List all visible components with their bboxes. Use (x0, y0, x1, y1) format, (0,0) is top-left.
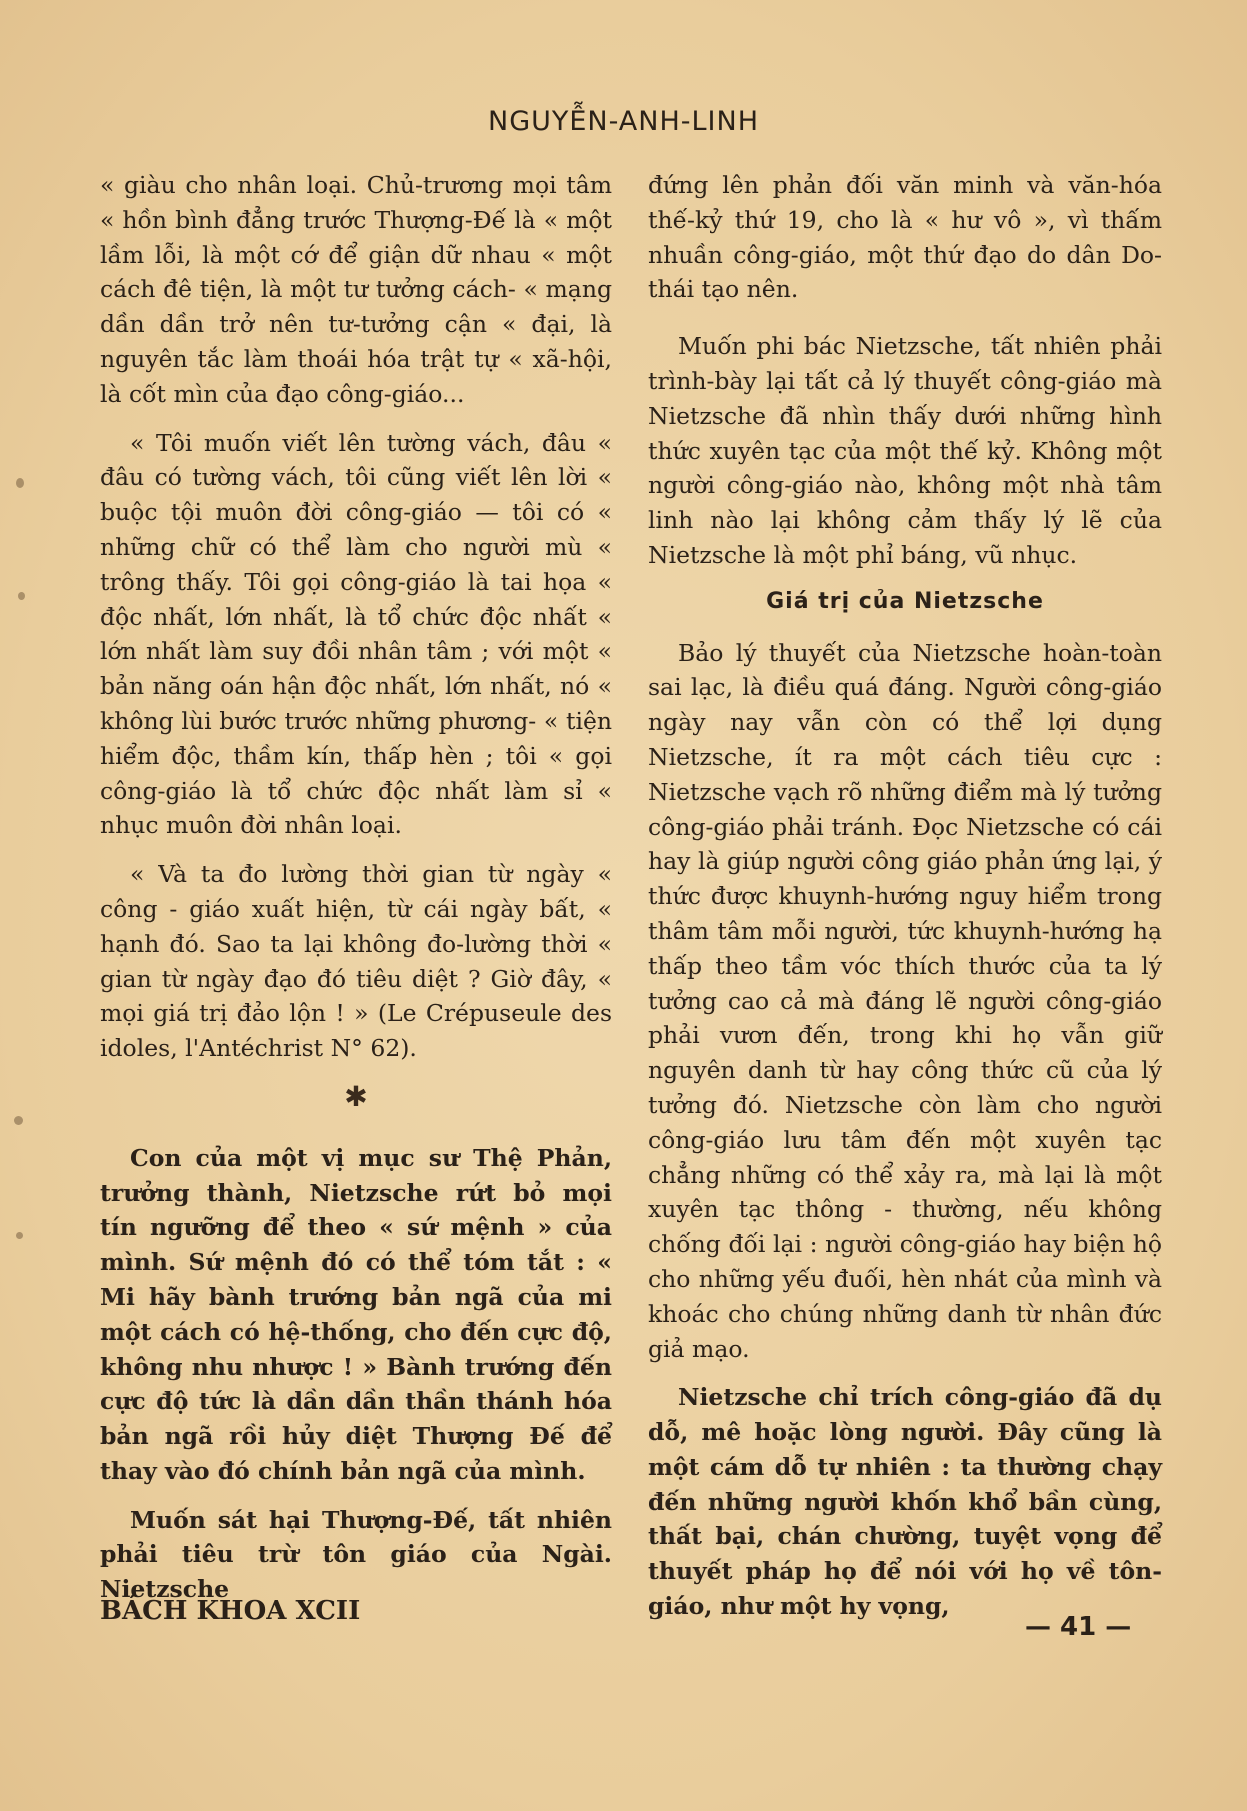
left-paragraph-5: Muốn sát hại Thượng-Đế, tất nhiên phải tiêu trừ tôn giáo của Ngài. Nietzsche (100, 1505, 612, 1604)
right-paragraph-2: Muốn phi bác Nietzsche, tất nhiên phải trình-bày lại tất cả lý thuyết công-giáo mà Nietzsche đã nhìn thấy dưới những hình thức xuyên tạc của một thế kỷ. Không một người công-giáo nào, không một nhà tâm linh nào lại không cảm thấy lý lẽ của Nietzsche là một phỉ báng, vũ nhục. (648, 332, 1162, 569)
section-heading: Giá trị của Nietzsche (766, 588, 1044, 614)
margin-speck (16, 1232, 23, 1239)
margin-speck (18, 592, 25, 600)
running-head: NGUYỄN-ANH-LINH (488, 106, 759, 137)
left-paragraph-1: « giàu cho nhân loại. Chủ-trương mọi tâm « hồn bình đẳng trước Thượng-Đế là « một lầm lỗi, là một cớ để giận dữ nhau « một cách đê tiện, là một tư tưởng cách- « mạng dần dần trở nên tư-tưởng cận « đại, là nguyên tắc làm thoái hóa trật tự « xã-hội, là cốt mìn của đạo công-giáo... (100, 171, 612, 408)
left-paragraph-3: « Và ta đo lường thời gian từ ngày « công - giáo xuất hiện, từ cái ngày bất, « hạnh đó. Sao ta lại không đo-lường thời « gian từ ngày đạo đó tiêu diệt ? Giờ đây, « mọi giá trị đảo lộn ! » (Le Crépuseule des idoles, l'Antéchrist N° 62). (100, 860, 612, 1063)
page-number: — 41 — (1025, 1612, 1132, 1642)
section-ornament: ✱ (344, 1079, 368, 1113)
margin-speck (14, 1116, 23, 1125)
right-column (648, 168, 1162, 1624)
left-paragraph-4: Con của một vị mục sư Thệ Phản, trưởng thành, Nietzsche rứt bỏ mọi tín ngưỡng để theo « sứ mệnh » của mình. Sứ mệnh đó có thể tóm tắt : « Mi hãy bành trướng bản ngã của mi một cách có hệ-thống, cho đến cực độ, không nhu nhược ! » Bành trướng đến cực độ tức là dần dần thần thánh hóa bản ngã rồi hủy diệt Thượng Đế để thay vào đó chính bản ngã của mình. (100, 1143, 612, 1485)
right-paragraph-3: Bảo lý thuyết của Nietzsche hoàn-toàn sai lạc, là điều quá đáng. Người công-giáo ngày nay vẫn còn có thể lợi dụng Nietzsche, ít ra một cách tiêu cực : Nietzsche vạch rõ những điểm mà lý tưởng công-giáo phải tránh. Đọc Nietzsche có cái hay là giúp người công giáo phản ứng lại, ý thức được khuynh-hướng nguy hiểm trong thâm tâm mỗi người, tức khuynh-hướng hạ thấp theo tầm vóc thích thước của ta lý tưởng cao cả mà đáng lẽ người công-giáo phải vươn đến, trong khi họ vẫn giữ nguyên danh từ hay công thức cũ của lý tưởng đó. Nietzsche còn làm cho người công-giáo lưu tâm đến một xuyên tạc chẳng những có thể xảy ra, mà lại là một xuyên tạc thông - thường, nếu không chống đối lại : người công-giáo hay biện hộ cho những yếu đuối, hèn nhát của mình và khoác cho chúng những danh từ nhân đức giả mạo. (648, 638, 1162, 1363)
left-column (100, 168, 612, 1607)
footer-magazine-title: BÁCH KHOA XCII (100, 1596, 361, 1626)
right-paragraph-1: đứng lên phản đối văn minh và văn-hóa thế-kỷ thứ 19, cho là « hư vô », vì thấm nhuần công-giáo, một thứ đạo do dân Do-thái tạo nên. (648, 171, 1162, 304)
margin-speck (16, 478, 24, 488)
right-paragraph-4: Nietzsche chỉ trích công-giáo đã dụ dỗ, mê hoặc lòng người. Đây cũng là một cám dỗ tự nhiên : ta thường chạy đến những người khốn khổ bần cùng, thất bại, chán chường, tuyệt vọng để thuyết pháp họ để nói với họ về tôn-giáo, như một hy vọng, (648, 1383, 1162, 1621)
left-paragraph-2: « Tôi muốn viết lên tường vách, đâu « đâu có tường vách, tôi cũng viết lên lời « buộc tội muôn đời công-giáo — tôi có « những chữ có thể làm cho người mù « trông thấy. Tôi gọi công-giáo là tai họa « độc nhất, lớn nhất, là tổ chức độc nhất « lớn nhất làm suy đồi nhân tâm ; với một « bản năng oán hận độc nhất, lớn nhất, nó « không lùi bước trước những phương- « tiện hiểm độc, thầm kín, thấp hèn ; tôi « gọi công-giáo là tổ chức độc nhất làm sỉ « nhục muôn đời nhân loại. (100, 428, 612, 840)
